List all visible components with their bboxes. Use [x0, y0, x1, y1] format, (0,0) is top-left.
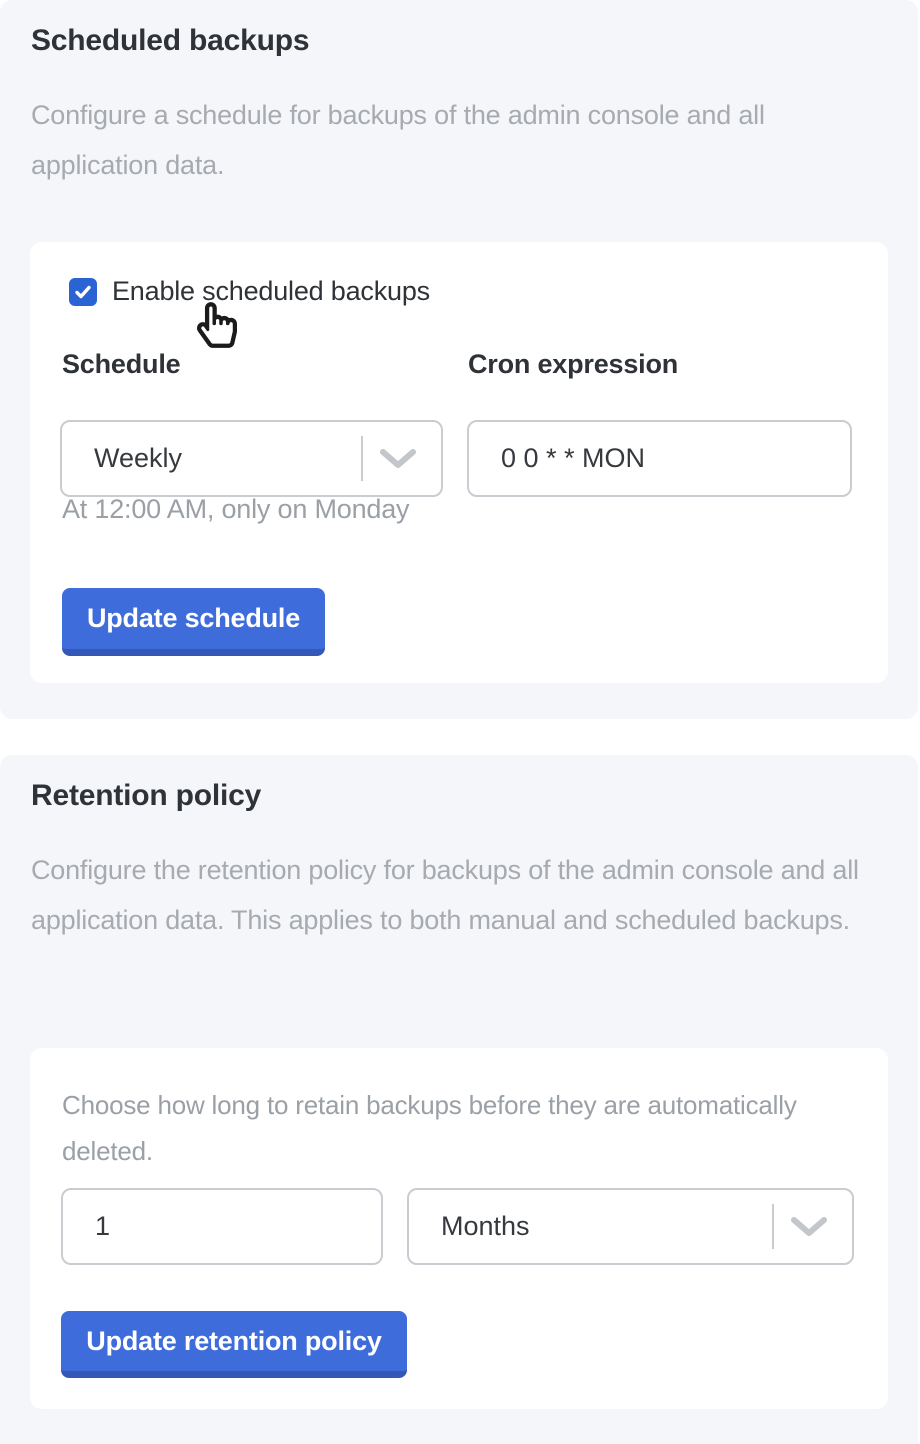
chevron-down-icon — [379, 448, 417, 470]
schedule-interval-selected-value: Weekly — [94, 443, 183, 473]
schedule-field-label: Schedule — [62, 349, 181, 379]
schedule-helper-text: At 12:00 AM, only on Monday — [62, 494, 410, 524]
scheduled-backups-description: Configure a schedule for backups of the admin console and all application data. — [31, 100, 765, 180]
enable-scheduled-backups-label[interactable]: Enable scheduled backups — [112, 276, 430, 306]
retention-policy-title: Retention policy — [31, 779, 262, 812]
scheduled-backups-card — [30, 242, 888, 683]
enable-scheduled-backups-checkbox[interactable] — [69, 278, 97, 306]
update-schedule-button[interactable]: Update schedule — [62, 588, 325, 656]
retention-policy-description: Configure the retention policy for backups of the admin console and all application data. This applies to both manual and scheduled backups. — [31, 855, 859, 935]
retention-policy-section — [0, 755, 918, 1444]
select-divider — [772, 1204, 774, 1249]
schedule-interval-select[interactable] — [60, 420, 443, 497]
chevron-down-icon — [790, 1216, 828, 1238]
retention-card-description: Choose how long to retain backups before they are automatically deleted. — [62, 1090, 797, 1166]
retention-unit-selected-value: Months — [441, 1211, 530, 1241]
enable-scheduled-backups-row — [69, 276, 430, 307]
check-icon — [74, 283, 92, 301]
retention-unit-select[interactable] — [407, 1188, 854, 1265]
retention-policy-card — [30, 1048, 888, 1409]
scheduled-backups-section — [0, 0, 918, 719]
retention-amount-input[interactable] — [61, 1188, 383, 1265]
cron-expression-field-label: Cron expression — [468, 349, 679, 379]
hand-pointer-cursor-icon — [197, 302, 237, 348]
scheduled-backups-title: Scheduled backups — [31, 24, 310, 57]
cron-expression-input[interactable] — [467, 420, 852, 497]
select-divider — [361, 436, 363, 481]
update-retention-policy-button[interactable]: Update retention policy — [61, 1311, 407, 1378]
